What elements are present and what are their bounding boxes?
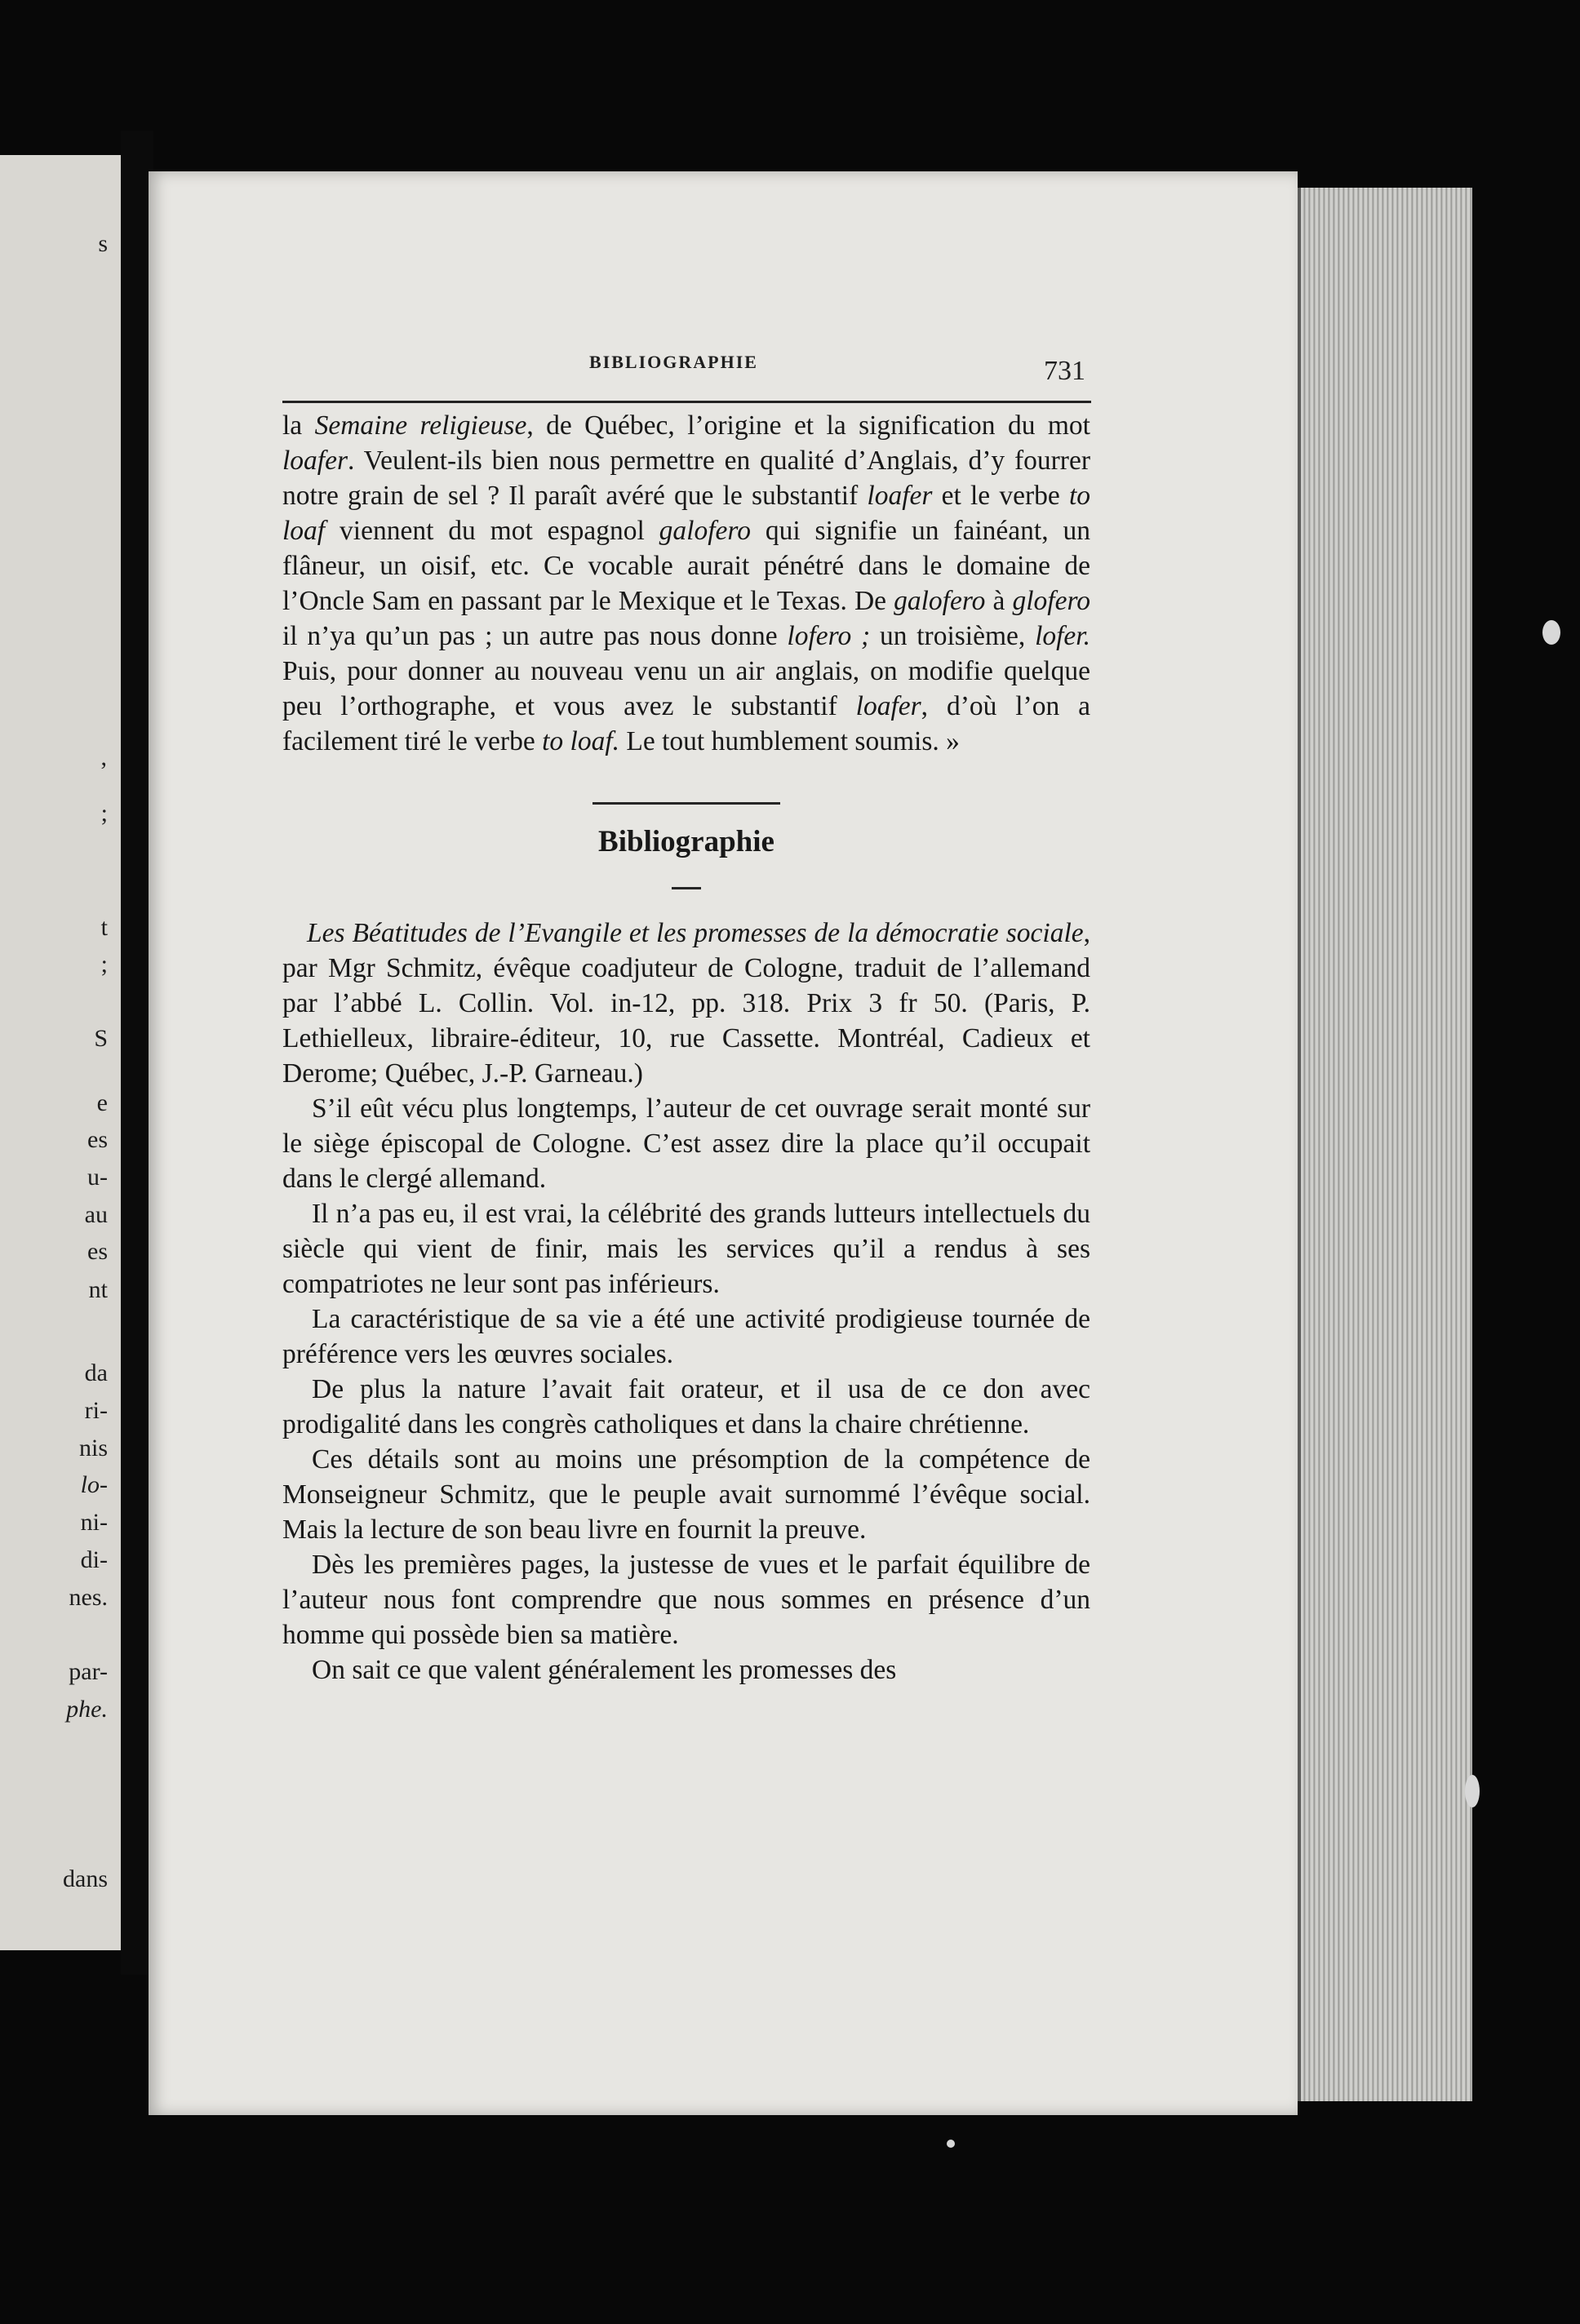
scan-speck — [947, 2140, 955, 2148]
section-title: Bibliographie — [598, 825, 774, 858]
italic-run: loafer — [282, 446, 348, 476]
italic-run: to loaf. — [542, 726, 620, 756]
running-title: BIBLIOGRAPHIE — [589, 352, 758, 372]
title-dash — [672, 887, 701, 889]
left-fragment: phe. — [66, 1696, 108, 1723]
text-run: et le verbe — [932, 481, 1069, 511]
paragraph: S’il eût vécu plus longtemps, l’auteur de cet ouvrage serait monté sur le siège épiscopal de Cologne. C’est assez dire la place qu’il occupait dans le clergé allemand. — [282, 1093, 1090, 1194]
italic-run: lofer. — [1035, 621, 1090, 651]
book-details: , par Mgr Schmitz, évêque coadjuteur de Cologne, traduit de l’allemand par l’abbé L. Collin. Vol. in-12, pp. 318. Prix 3 fr 50. (Paris, P. Lethielleux, libraire-éditeur, 10, rue Cassette. Montréal, Cadieux et Derome; Québec, J.-P. Garneau.) — [282, 918, 1090, 1089]
italic-run: to loaf — [282, 481, 1090, 546]
italic-run: loafer — [855, 691, 921, 721]
paragraph: Il n’a pas eu, il est vrai, la célébrité des grands lutteurs intellectuels du siècle qui vient de finir, mais les services qu’il a rendus à ses compatriotes ne leur sont pas inférieurs. — [282, 1199, 1090, 1299]
left-fragment: nes. — [69, 1584, 108, 1611]
scan-speck — [1542, 620, 1560, 645]
left-fragment: ni- — [80, 1509, 108, 1536]
scan-speck — [1465, 1775, 1480, 1807]
left-fragment: di- — [80, 1546, 108, 1573]
italic-run: glofero — [1012, 586, 1090, 616]
paragraph: On sait ce que valent généralement les promesses des — [312, 1655, 897, 1685]
left-fragment: da — [84, 1359, 108, 1386]
left-fragment: u- — [87, 1164, 108, 1191]
left-fragment: ; — [100, 800, 108, 827]
book-reference — [282, 916, 1090, 1091]
text-run: Puis, pour donner au nouveau venu un air anglais, on modifie quelque peu l’orthographe, et vous avez le substantif — [282, 656, 1090, 721]
left-fragment: t — [100, 914, 108, 941]
left-fragment: es — [87, 1126, 108, 1153]
italic-run: Semaine religieuse — [314, 410, 527, 441]
paragraph: De plus la nature l’avait fait orateur, et il usa de ce don avec prodigalité dans les congrès catholiques et dans la chaire chrétienne. — [282, 1374, 1090, 1439]
text-run: la — [282, 410, 315, 441]
page-body — [282, 408, 1090, 1688]
opening-paragraph — [282, 408, 1090, 759]
left-fragment: nis — [78, 1435, 108, 1461]
paragraph: La caractéristique de sa vie a été une activité prodigieuse tournée de préférence vers les œuvres sociales. — [282, 1304, 1090, 1369]
left-fragment: dans — [63, 1865, 108, 1892]
page-number: 731 — [1044, 356, 1085, 386]
left-fragment: S — [94, 1025, 108, 1052]
text-run: , d’où l’on a facilement tiré le verbe — [282, 691, 1090, 756]
left-fragment: s — [98, 230, 108, 257]
left-fragment: e — [96, 1089, 108, 1116]
left-fragment: ri- — [84, 1397, 108, 1424]
left-fragment: lo- — [80, 1471, 108, 1498]
left-fragment: es — [87, 1238, 108, 1265]
paragraph: Dès les premières pages, la justesse de vues et le parfait équilibre de l’auteur nous font comprendre que nous sommes en présence d’un homme qui possède bien sa matière. — [282, 1550, 1090, 1650]
text-run: qui signifie un fainéant, un flâneur, un oisif, etc. Ce vocable aurait pénétré dans le domaine de l’Oncle Sam en passant par le Mexique et le Texas. De — [282, 516, 1090, 616]
left-fragment: ’ — [100, 757, 108, 784]
book-title: Les Béatitudes de l’Evangile et les promesses de la démocratie sociale — [307, 918, 1084, 948]
section-separator — [592, 802, 780, 805]
left-fragment: au — [84, 1201, 108, 1228]
text-run: à — [985, 586, 1013, 616]
text-run: il n’ya qu’un pas ; un autre pas nous donne — [282, 621, 788, 651]
left-fragment: ; — [100, 951, 108, 978]
header-rule — [282, 401, 1091, 403]
paragraph: Ces détails sont au moins une présomption de la compétence de Monseigneur Schmitz, que le peuple avait surnommé l’évêque social. Mais la lecture de son beau livre en fournit la preuve. — [282, 1444, 1090, 1545]
italic-run: galofero — [659, 516, 751, 546]
text-run: , de Québec, l’origine et la signification du mot — [526, 410, 1090, 441]
left-fragment: nt — [88, 1276, 108, 1303]
italic-run: loafer — [867, 481, 933, 511]
text-run: . Veulent-ils bien nous permettre en qualité d’Anglais, d’y fourrer notre grain de sel ? Il paraît avéré que le substantif — [282, 446, 1090, 511]
italic-run: galofero — [894, 586, 986, 616]
text-run: un troisième, — [870, 621, 1036, 651]
text-run: viennent du mot espagnol — [325, 516, 659, 546]
italic-run: lofero ; — [787, 621, 871, 651]
text-run: Le tout humblement soumis. » — [619, 726, 960, 756]
left-fragment: par- — [69, 1658, 108, 1685]
